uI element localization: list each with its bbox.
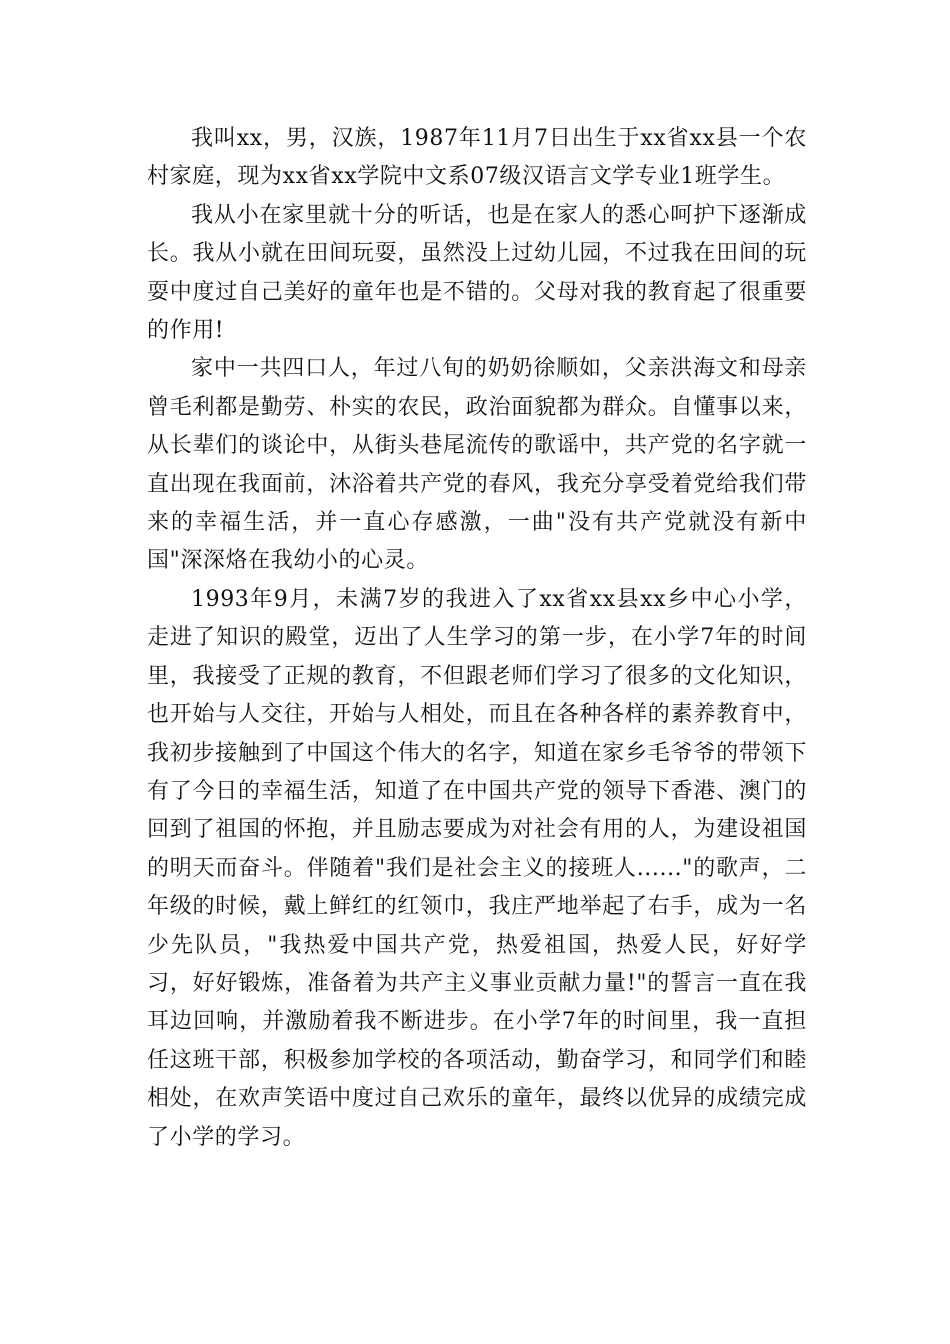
paragraph-primary-school: 1993年9月，未满7岁的我进入了xx省xx县xx乡中心小学，走进了知识的殿堂，迈出了人生学习的第一步，在小学7年的时间里，我接受了正规的教育，不但跟老师们学习了很多的文化知识，也开始与人交往，开始与人相处，而且在各种各样的素养教育中，我初步接触到了中国这个伟大的名字，知道在家乡毛爷爷的带领下有了今日的幸福生活，知道了在中国共产党的领导下香港、澳门的回到了祖国的怀抱，并且励志要成为对社会有用的人，为建设祖国的明天而奋斗。伴随着"我们是社会主义的接班人......"的歌声，二年级的时候，戴上鲜红的红领巾，我庄严地举起了右手，成为一名少先队员，"我热爱中国共产党，热爱祖国，热爱人民，好好学习，好好锻炼，准备着为共产主义事业贡献力量!"的誓言一直在我耳边回响，并激励着我不断进步。在小学7年的时间里，我一直担任这班干部，积极参加学校的各项活动，勤奋学习，和同学们和睦相处，在欢声笑语中度过自己欢乐的童年，最终以优异的成绩完成了小学的学习。	[147, 586, 807, 1150]
paragraph-childhood: 我从小在家里就十分的听话，也是在家人的悉心呵护下逐渐成长。我从小就在田间玩耍，虽然没上过幼儿园，不过我在田间的玩耍中度过自己美好的童年也是不错的。父母对我的教育起了很重要的作用!	[147, 202, 807, 344]
paragraph-personal-info: 我叫xx，男，汉族，1987年11月7日出生于xx省xx县一个农村家庭，现为xx省xx学院中文系07级汉语言文学专业1班学生。	[147, 126, 807, 190]
document-body	[147, 120, 807, 1157]
paragraph-family: 家中一共四口人，年过八旬的奶奶徐顺如，父亲洪海文和母亲曾毛利都是勤劳、朴实的农民，政治面貌都为群众。自懂事以来，从长辈们的谈论中，从街头巷尾流传的歌谣中，共产党的名字就一直出现在我面前，沐浴着共产党的春风，我充分享受着党给我们带来的幸福生活，并一直心存感激，一曲"没有共产党就没有新中国"深深烙在我幼小的心灵。	[147, 356, 807, 574]
